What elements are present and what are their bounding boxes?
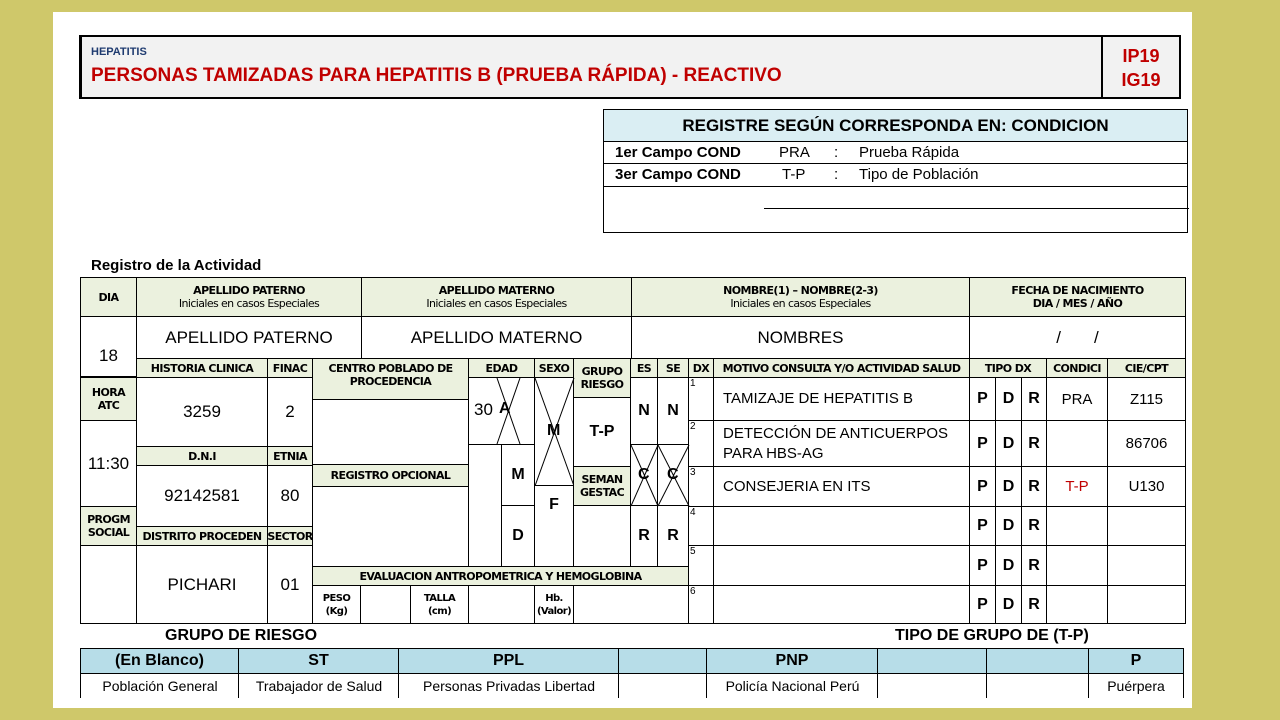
condition-row [604,141,1187,163]
tipo-dx-p[interactable]: P [969,377,996,421]
header-es: ES [630,358,658,378]
progm-social-value[interactable] [80,545,137,624]
motivo-value[interactable]: TAMIZAJE DE HEPATITIS B [713,377,970,421]
seman-gestac-value[interactable] [573,505,631,567]
dx-number-label: 2 [690,421,696,432]
header-grupo-riesgo: GRUPO RIESGO [573,358,631,398]
cie-value[interactable] [1107,506,1186,546]
group-header: P [1088,648,1184,674]
header-sector: SECTOR [267,526,313,546]
cie-value[interactable]: Z115 [1107,377,1186,421]
group-header: PNP [706,648,878,674]
header-dia: DIA [80,277,137,317]
header-dx: DX [688,358,714,378]
edad-value: 30 [474,400,493,419]
condici-value[interactable]: PRA [1046,377,1108,421]
hb-value[interactable] [573,585,689,624]
sexo-f[interactable]: F [534,485,574,567]
dia-value[interactable]: 18 [80,316,137,377]
group-value: Personas Privadas Libertad [398,674,619,698]
dx-number-label: 3 [690,467,696,478]
dx-number-label: 4 [690,507,696,518]
header-code-2: IG19 [1121,70,1161,90]
form-header [79,35,1181,99]
dx-number-label: 6 [690,586,696,597]
se-r[interactable]: R [657,505,689,567]
tipo-dx-d[interactable]: D [995,420,1022,467]
group-header [986,648,1089,674]
sexo-cell[interactable] [534,377,574,486]
tipo-grupo-label: TIPO DE GRUPO DE (T-P) [895,627,1089,644]
grupo-riesgo-value[interactable]: T-P [573,397,631,467]
condition-code: PRA [779,144,810,161]
groups-table [80,648,1184,708]
tipo-dx-d[interactable]: D [995,466,1022,507]
group-value [877,674,987,698]
activity-form [80,277,1186,624]
centro-poblado-value[interactable] [312,399,469,465]
dx-number [688,506,714,546]
group-value: Puérpera [1088,674,1184,698]
header-sexo: SEXO [534,358,574,378]
tipo-dx-r[interactable]: R [1021,420,1047,467]
grupo-riesgo-label: GRUPO DE RIESGO [165,627,318,644]
tipo-dx-p[interactable]: P [969,420,996,467]
motivo-value[interactable]: DETECCIÓN DE ANTICUERPOS PARA HBS-AG [713,420,970,467]
form-sheet [53,12,1192,708]
header-fecha-nacimiento: FECHA DE NACIMIENTO DIA / MES / AÑO [969,277,1186,317]
tipo-dx-r[interactable]: R [1021,545,1047,586]
header-apellido-materno: APELLIDO MATERNO Iniciales en casos Especiales [361,277,632,317]
se-c[interactable]: C [657,444,689,506]
es-c[interactable]: C [630,444,658,506]
condici-value[interactable] [1046,506,1108,546]
tipo-dx-p[interactable]: P [969,506,996,546]
se-n[interactable]: N [657,377,689,445]
header-seman-gestac: SEMAN GESTAC [573,466,631,506]
group-value: Trabajador de Salud [238,674,399,698]
condition-title: REGISTRE SEGÚN CORRESPONDA EN: CONDICION [604,110,1187,141]
cie-value[interactable] [1107,545,1186,586]
tipo-dx-p[interactable]: P [969,585,996,624]
tipo-dx-d[interactable]: D [995,545,1022,586]
condition-field: 1er Campo COND [615,144,741,161]
header-hora-atc: HORA ATC [80,377,137,421]
condici-value[interactable] [1046,420,1108,467]
group-value [986,674,1089,698]
edad-d[interactable]: D [501,505,535,567]
es-n[interactable]: N [630,377,658,445]
header-progm-social: PROGM SOCIAL [80,506,137,546]
dni-value[interactable]: 92142581 [136,465,268,527]
nombres-value[interactable]: NOMBRES [631,316,970,359]
cie-value[interactable]: 86706 [1107,420,1186,467]
edad-m[interactable]: M [501,444,535,506]
motivo-value[interactable] [713,585,970,624]
sector-value[interactable]: 01 [267,545,313,624]
condition-code: T-P [782,166,806,183]
tipo-dx-r[interactable]: R [1021,585,1047,624]
header-apellido-paterno: APELLIDO PATERNO Iniciales en casos Especiales [136,277,362,317]
hora-value[interactable]: 11:30 [80,420,137,507]
condition-sep: : [834,144,839,161]
motivo-value[interactable] [713,545,970,586]
tipo-dx-d[interactable]: D [995,377,1022,421]
group-header [877,648,987,674]
header-talla: TALLA (cm) [410,585,469,624]
header-hb: Hb. (Valor) [534,585,574,624]
header-se: SE [657,358,689,378]
header-historia-clinica: HISTORIA CLINICA [136,358,268,378]
header-condici: CONDICI [1046,358,1108,378]
header-centro-poblado: CENTRO POBLADO DE PROCEDENCIA [312,358,469,400]
apellido-paterno-value[interactable]: APELLIDO PATERNO [136,316,362,359]
edad-a: A [499,400,511,417]
header-motivo: MOTIVO CONSULTA Y/O ACTIVIDAD SALUD [713,358,970,378]
section-label: Registro de la Actividad [91,257,262,274]
group-value: Policía Nacional Perú [706,674,878,698]
condition-desc: Tipo de Población [859,166,979,183]
header-tipo-dx: TIPO DX [969,358,1047,378]
apellido-materno-value[interactable]: APELLIDO MATERNO [361,316,632,359]
group-header: PPL [398,648,619,674]
condition-field: 3er Campo COND [615,166,741,183]
tipo-dx-p[interactable]: P [969,466,996,507]
registro-opcional-value[interactable] [312,486,469,567]
dx-number [688,466,714,507]
header-registro-opcional: REGISTRO OPCIONAL [312,464,469,487]
motivo-value[interactable]: CONSEJERIA EN ITS [713,466,970,507]
edad-blank [468,444,502,567]
tipo-dx-r[interactable]: R [1021,466,1047,507]
condition-blank-line [764,208,1189,209]
condition-divider [604,186,1187,187]
condici-value[interactable] [1046,585,1108,624]
header-category: HEPATITIS [91,46,147,58]
tipo-dx-d[interactable]: D [995,506,1022,546]
header-code-1: IP19 [1122,46,1160,66]
header-dni: D.N.I [136,446,268,466]
dx-number [688,377,714,421]
condition-row [604,163,1187,186]
cie-value[interactable]: U130 [1107,466,1186,507]
group-header: (En Blanco) [80,648,239,674]
tipo-dx-d[interactable]: D [995,585,1022,624]
tipo-dx-p[interactable]: P [969,545,996,586]
dx-number [688,420,714,467]
talla-value[interactable] [468,585,535,624]
cie-value[interactable] [1107,585,1186,624]
peso-value[interactable] [360,585,411,624]
tipo-dx-r[interactable]: R [1021,377,1047,421]
dx-number-label: 5 [690,546,696,557]
header-etnia: ETNIA [267,446,313,466]
header-peso: PESO (Kg) [312,585,361,624]
sexo-m: M [547,422,561,439]
condition-desc: Prueba Rápida [859,144,960,161]
dx-number-label: 1 [690,378,696,389]
header-distrito: DISTRITO PROCEDEN [136,526,268,546]
condition-sep: : [834,166,839,183]
header-evaluacion: EVALUACION ANTROPOMETRICA Y HEMOGLOBINA [312,566,689,586]
header-nombre: NOMBRE(1) – NOMBRE(2-3) Iniciales en casos Especiales [631,277,970,317]
es-r[interactable]: R [630,505,658,567]
edad-cell[interactable] [468,377,535,445]
header-cie-cpt: CIE/CPT [1107,358,1186,378]
condici-value[interactable] [1046,545,1108,586]
fecha-nacimiento-value[interactable]: / / [969,316,1186,359]
finac-value[interactable]: 2 [267,377,313,447]
header-edad: EDAD [468,358,535,378]
condici-value[interactable]: T-P [1046,466,1108,507]
header-finac: FINAC [267,358,313,378]
condition-legend [603,109,1188,233]
dx-number [688,585,714,624]
group-header: ST [238,648,399,674]
dx-number [688,545,714,586]
group-value: Población General [80,674,239,698]
etnia-value[interactable]: 80 [267,465,313,527]
motivo-value[interactable] [713,506,970,546]
tipo-dx-r[interactable]: R [1021,506,1047,546]
group-header [618,648,707,674]
header-title: PERSONAS TAMIZADAS PARA HEPATITIS B (PRUEBA RÁPIDA) - REACTIVO [91,65,782,86]
group-value [618,674,707,698]
header-codes [1101,37,1179,97]
distrito-value[interactable]: PICHARI [136,545,268,624]
historia-clinica-value[interactable]: 3259 [136,377,268,447]
